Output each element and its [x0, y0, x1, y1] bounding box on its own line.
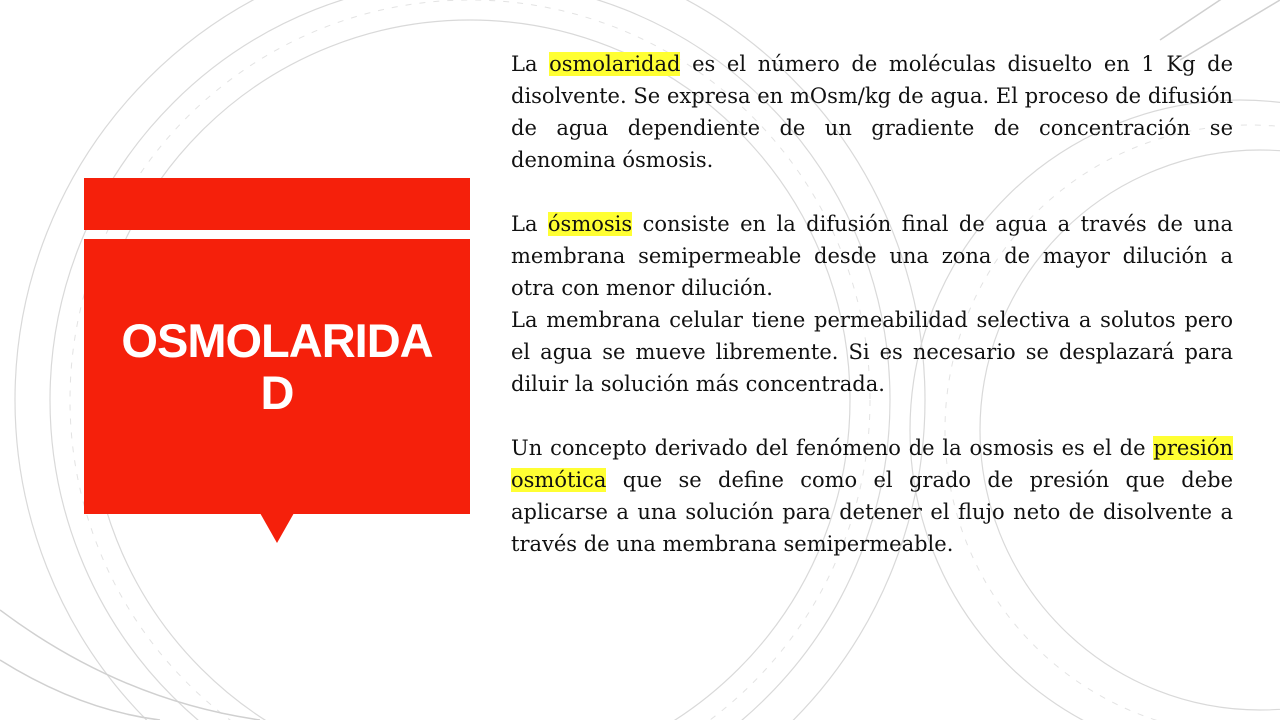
paragraph-text: que se define como el grado de presión que debe aplicarse a una solución para detener el flujo neto de disolvente a través de una membrana semipermeable. [511, 468, 1233, 556]
paragraph-text: consiste en la difusión final de agua a través de una membrana semipermeable desde una zona de mayor dilución a otra con menor dilución. [511, 212, 1233, 300]
paragraph-osmosis [511, 208, 1233, 304]
paragraph-text: La [511, 52, 550, 76]
paragraph-text: La [511, 212, 548, 236]
paragraph-presion-osmotica [511, 432, 1233, 560]
title-pointer [260, 513, 294, 543]
paragraph-text: Un concepto derivado del fenómeno de la osmosis es el de [511, 436, 1154, 460]
paragraph-osmolaridad [511, 48, 1233, 176]
slide-title: OSMOLARIDAD [121, 313, 433, 419]
title-box [84, 239, 470, 514]
paragraph-membrana: La membrana celular tiene permeabilidad selectiva a solutos pero el agua se mueve libremente. Si es necesario se desplazará para diluir la solución más concentrada. [511, 308, 1233, 396]
highlighted-term: presión [1153, 436, 1233, 460]
highlighted-term: ósmosis [547, 212, 633, 236]
paragraph-text: es el número de moléculas disuelto en 1 Kg de disolvente. Se expresa en mOsm/kg de agua. El proceso de difusión de agua dependiente de un gradiente de concentración se denomina ósmosis. [511, 52, 1234, 172]
accent-bar [84, 178, 470, 230]
slide-body [511, 48, 1233, 560]
highlighted-term: osmolaridad [549, 52, 681, 76]
highlighted-term: osmótica [511, 468, 607, 492]
